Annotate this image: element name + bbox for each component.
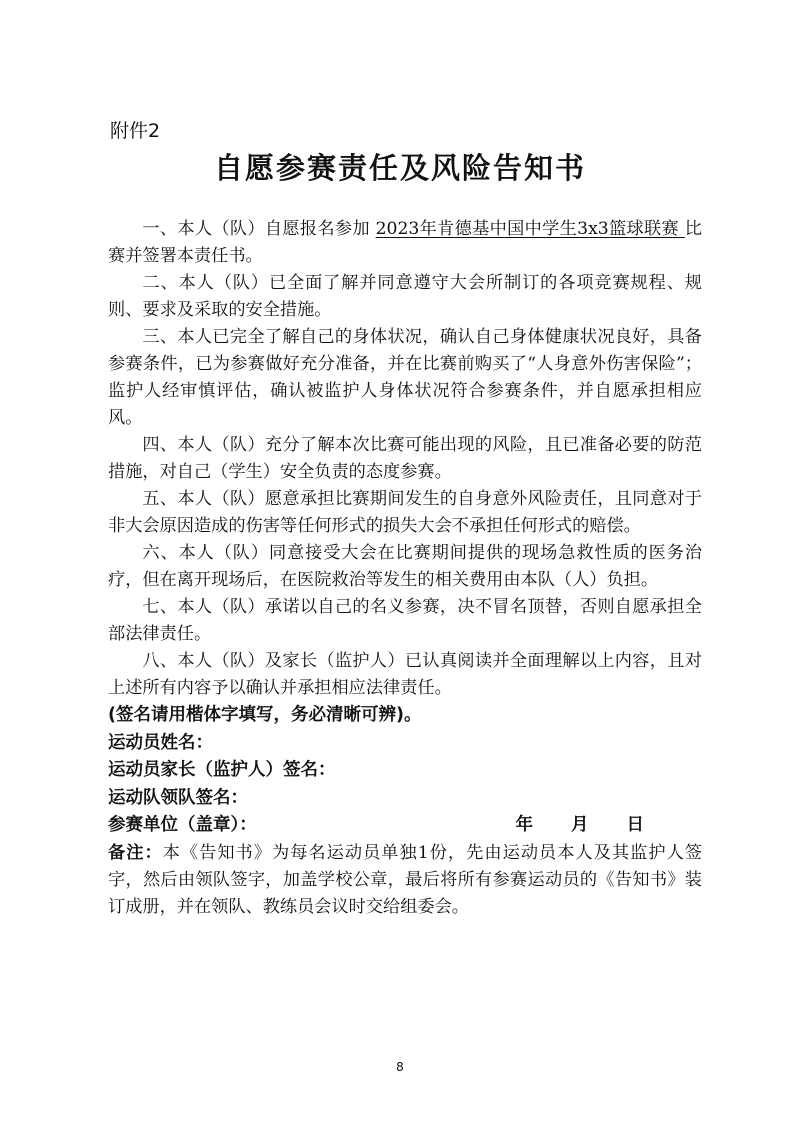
unit-date-row	[108, 812, 702, 840]
clause-6: 六、本人（队）同意接受大会在比赛期间提供的现场急救性质的医务治疗，但在离开现场后，在医院救治等发生的相关费用由本队（人）负担。	[108, 543, 702, 590]
remark-text: 本《告知书》为每名运动员单独1份，先由运动员本人及其监护人签字，然后由领队签字，加盖学校公章，最后将所有参赛运动员的《告知书》装订成册，并在领队、教练员会议时交给组委会。	[108, 842, 702, 917]
guardian-sign-label: 运动员家长（监护人）签名：	[108, 760, 336, 780]
day-label: 日	[626, 815, 644, 835]
clause-2: 二、本人（队）已全面了解并同意遵守大会所制订的各项竞赛规程、规则、要求及采取的安全措施。	[108, 273, 702, 320]
clause-7: 七、本人（队）承诺以自己的名义参赛，决不冒名顶替，否则自愿承担全部法律责任。	[108, 597, 702, 644]
page-number: 8	[396, 1060, 404, 1074]
attachment-label: 附件2	[110, 120, 161, 142]
unit-seal-label: 参赛单位（盖章）：	[108, 815, 257, 835]
clause-1-tail: 比赛并签署本责任书。	[108, 219, 702, 266]
date-field	[516, 812, 645, 840]
clause-5: 五、本人（队）愿意承担比赛期间发生的自身意外风险责任，且同意对于非大会原因造成的伤害等任何形式的损失大会不承担任何形式的赔偿。	[108, 489, 702, 536]
leader-sign-label: 运动队领队签名：	[108, 787, 248, 808]
clause-3: 三、本人已完全了解自己的身体状况，确认自己身体健康状况良好，具备参赛条件，已为参赛做好充分准备，并在比赛前购买了“人身意外伤害保险”；监护人经审慎评估，确认被监护人身体状况符合参赛条件，并自愿承担相应风。	[108, 327, 702, 428]
month-label: 月	[571, 815, 589, 835]
clause-8: 八、本人（队）及家长（监护人）已认真阅读并全面理解以上内容，且对上述所有内容予以确认并承担相应法律责任。	[108, 651, 702, 698]
remark-label: 备注：	[108, 842, 163, 863]
athlete-name-label: 运动员姓名：	[108, 732, 213, 753]
year-label: 年	[515, 815, 533, 835]
event-name: 2023年肯德基中国中学生3x3篮球联赛	[375, 219, 685, 239]
document-body	[108, 216, 702, 921]
clause-1	[108, 216, 702, 270]
clause-4: 四、本人（队）充分了解本次比赛可能出现的风险，且已准备必要的防范措施，对自己（学生）安全负责的态度参赛。	[108, 435, 702, 482]
sign-instruction: (签名请用楷体字填写，务必清晰可辨)。	[108, 705, 422, 725]
page-title: 自愿参赛责任及风险告知书	[213, 151, 586, 185]
clause-1-lead: 一、本人（队）自愿报名参加	[142, 219, 376, 239]
remark-paragraph	[108, 840, 702, 921]
